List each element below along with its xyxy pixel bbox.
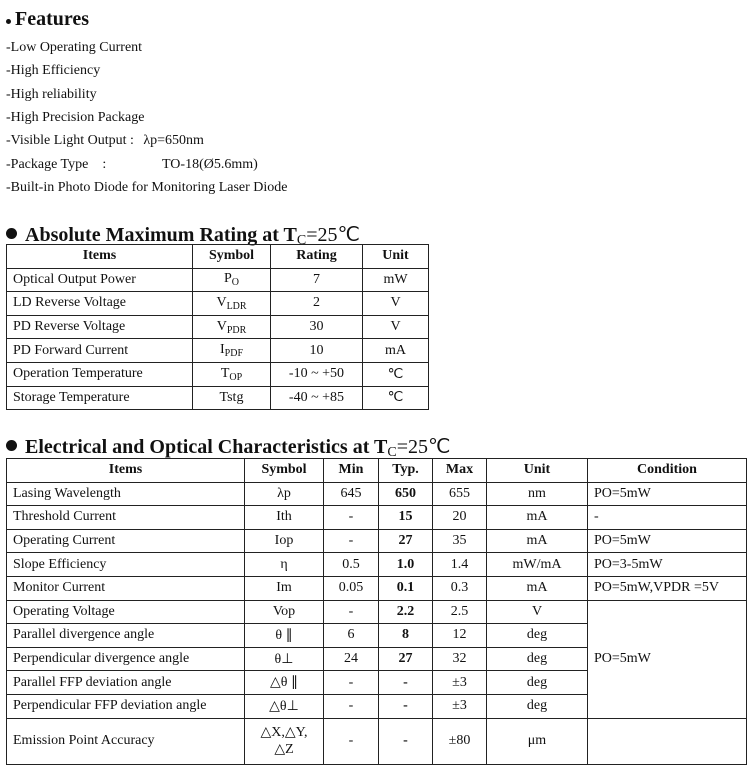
item-cell: Perpendicular divergence angle xyxy=(7,647,245,671)
min-cell: 6 xyxy=(324,624,379,648)
symbol-cell xyxy=(193,292,271,316)
unit-cell: mW/mA xyxy=(487,553,588,577)
item-cell: Lasing Wavelength xyxy=(7,482,245,506)
value: TO-18(Ø5.6mm) xyxy=(162,157,258,172)
condition-cell: - xyxy=(588,506,747,530)
unit-cell: deg xyxy=(487,647,588,671)
eoc-table xyxy=(6,458,747,765)
typ-cell: 27 xyxy=(379,529,433,553)
table-row xyxy=(7,292,429,316)
column-header: Unit xyxy=(487,459,588,483)
column-header: Min xyxy=(324,459,379,483)
symbol-text: θ⊥ xyxy=(274,651,294,667)
column-header: Symbol xyxy=(245,459,324,483)
min-cell: 0.5 xyxy=(324,553,379,577)
eoc-heading xyxy=(6,434,450,461)
symbol-text: T xyxy=(220,365,230,381)
amr-title-end: =25℃ xyxy=(306,224,360,246)
unit-cell: deg xyxy=(487,671,588,695)
column-header: Max xyxy=(433,459,487,483)
min-cell: - xyxy=(324,600,379,624)
value: λp=650nm xyxy=(143,133,204,148)
label: -Visible Light Output : xyxy=(6,133,134,148)
unit-cell: mA xyxy=(487,576,588,600)
min-cell: 645 xyxy=(324,482,379,506)
symbol-text: Tstg xyxy=(219,389,244,405)
max-cell: 655 xyxy=(433,482,487,506)
symbol-subscript: O xyxy=(231,277,240,289)
feature-item: -High Precision Package xyxy=(6,110,145,125)
unit-cell: mA xyxy=(363,339,429,363)
unit-cell: mA xyxy=(487,529,588,553)
condition-cell: PO=5mW xyxy=(588,529,747,553)
unit-cell: nm xyxy=(487,482,588,506)
symbol-text: η xyxy=(280,556,288,572)
symbol-cell xyxy=(245,624,324,648)
feature-item: -Built-in Photo Diode for Monitoring Laser Diode xyxy=(6,180,288,195)
table-row xyxy=(7,362,429,386)
item-cell: Operating Voltage xyxy=(7,600,245,624)
unit-cell: deg xyxy=(487,624,588,648)
eoc-title-sub: C xyxy=(387,445,397,460)
unit-cell: ℃ xyxy=(363,362,429,386)
column-header: Condition xyxy=(588,459,747,483)
features-heading xyxy=(6,8,89,31)
feature-item: -High Efficiency xyxy=(6,63,101,78)
symbol-cell xyxy=(193,362,271,386)
min-cell: 0.05 xyxy=(324,576,379,600)
table-row xyxy=(7,339,429,363)
max-cell: 32 xyxy=(433,647,487,671)
typ-cell: - xyxy=(379,718,433,764)
column-header: Symbol xyxy=(193,245,271,269)
symbol-cell xyxy=(245,506,324,530)
item-cell: Storage Temperature xyxy=(7,386,193,410)
symbol-text: △θ⊥ xyxy=(269,698,299,714)
symbol-text: I xyxy=(219,342,225,358)
symbol-cell xyxy=(245,576,324,600)
symbol-cell xyxy=(193,315,271,339)
item-cell: LD Reverse Voltage xyxy=(7,292,193,316)
condition-cell: PO=5mW xyxy=(588,482,747,506)
max-cell: 12 xyxy=(433,624,487,648)
symbol-cell xyxy=(193,339,271,363)
typ-cell: 27 xyxy=(379,647,433,671)
min-cell: - xyxy=(324,694,379,718)
rating-cell: 10 xyxy=(271,339,363,363)
min-cell: - xyxy=(324,718,379,764)
amr-table xyxy=(6,244,429,410)
unit-cell: mA xyxy=(487,506,588,530)
symbol-text: △θ ∥ xyxy=(270,675,298,691)
typ-cell: 2.2 xyxy=(379,600,433,624)
table-row xyxy=(7,529,747,553)
table-row xyxy=(7,718,747,764)
max-cell: 0.3 xyxy=(433,576,487,600)
rating-cell: 7 xyxy=(271,268,363,292)
unit-cell: ℃ xyxy=(363,386,429,410)
column-header: Items xyxy=(7,245,193,269)
features-title: Features xyxy=(15,8,90,30)
table-row xyxy=(7,386,429,410)
item-cell: Threshold Current xyxy=(7,506,245,530)
unit-cell: V xyxy=(363,292,429,316)
min-cell: - xyxy=(324,671,379,695)
table-row xyxy=(7,576,747,600)
max-cell: ±3 xyxy=(433,694,487,718)
symbol-text: V xyxy=(216,318,227,334)
symbol-cell xyxy=(245,694,324,718)
typ-cell: - xyxy=(379,671,433,695)
symbol-text: Ith xyxy=(276,509,292,525)
amr-title-sub: C xyxy=(296,233,307,248)
eoc-title: Electrical and Optical Characteristics at T xyxy=(25,436,388,458)
item-cell: Parallel divergence angle xyxy=(7,624,245,648)
table-row xyxy=(7,482,747,506)
feature-item: -High reliability xyxy=(6,87,97,102)
item-cell: Monitor Current xyxy=(7,576,245,600)
min-cell: 24 xyxy=(324,647,379,671)
symbol-cell xyxy=(245,647,324,671)
symbol-text: Iop xyxy=(274,533,294,549)
condition-cell xyxy=(588,718,747,764)
condition-cell: PO=5mW,VPDR =5V xyxy=(588,576,747,600)
max-cell: 20 xyxy=(433,506,487,530)
typ-cell: 8 xyxy=(379,624,433,648)
symbol-cell xyxy=(245,671,324,695)
column-header: Rating xyxy=(271,245,363,269)
symbol-subscript: PDR xyxy=(226,324,247,336)
max-cell: 35 xyxy=(433,529,487,553)
column-header: Unit xyxy=(363,245,429,269)
typ-cell: - xyxy=(379,694,433,718)
item-cell: Operation Temperature xyxy=(7,362,193,386)
symbol-text: Im xyxy=(276,580,292,596)
rating-cell: -10 ~ +50 xyxy=(271,362,363,386)
typ-cell: 15 xyxy=(379,506,433,530)
column-header: Typ. xyxy=(379,459,433,483)
symbol-cell xyxy=(245,718,324,764)
symbol-text: Vop xyxy=(272,603,296,619)
symbol-cell xyxy=(245,529,324,553)
max-cell: 1.4 xyxy=(433,553,487,577)
table-header xyxy=(7,245,429,269)
symbol-text: θ ∥ xyxy=(275,627,293,643)
unit-cell: V xyxy=(363,315,429,339)
min-cell: - xyxy=(324,506,379,530)
item-cell: Operating Current xyxy=(7,529,245,553)
max-cell: ±3 xyxy=(433,671,487,695)
label: -Package Type : xyxy=(6,157,107,172)
table-row xyxy=(7,553,747,577)
symbol-subscript: LDR xyxy=(226,300,247,312)
item-cell: PD Reverse Voltage xyxy=(7,315,193,339)
table-row xyxy=(7,506,747,530)
symbol-text: △X,△Y, xyxy=(260,725,308,741)
symbol-text: λp xyxy=(277,485,291,501)
rating-cell: 2 xyxy=(271,292,363,316)
typ-cell: 1.0 xyxy=(379,553,433,577)
item-cell: Optical Output Power xyxy=(7,268,193,292)
condition-cell: PO=5mW xyxy=(588,600,747,718)
symbol-cell xyxy=(245,553,324,577)
max-cell: ±80 xyxy=(433,718,487,764)
symbol-cell xyxy=(245,600,324,624)
column-header: Items xyxy=(7,459,245,483)
item-cell: Parallel FFP deviation angle xyxy=(7,671,245,695)
amr-title: Absolute Maximum Rating at T xyxy=(25,224,297,246)
feature-visible-light xyxy=(6,133,204,149)
rating-cell: -40 ~ +85 xyxy=(271,386,363,410)
table-header xyxy=(7,459,747,483)
rating-cell: 30 xyxy=(271,315,363,339)
item-cell: PD Forward Current xyxy=(7,339,193,363)
min-cell: - xyxy=(324,529,379,553)
feature-package xyxy=(6,157,258,173)
symbol-text: △Z xyxy=(274,742,294,758)
max-cell: 2.5 xyxy=(433,600,487,624)
table-row xyxy=(7,315,429,339)
symbol-subscript: OP xyxy=(229,371,243,383)
bullet-icon xyxy=(6,19,11,24)
symbol-subscript: PDF xyxy=(224,348,244,360)
item-cell: Slope Efficiency xyxy=(7,553,245,577)
item-cell: Perpendicular FFP deviation angle xyxy=(7,694,245,718)
bullet-icon xyxy=(6,440,17,451)
typ-cell: 0.1 xyxy=(379,576,433,600)
typ-cell: 650 xyxy=(379,482,433,506)
symbol-cell xyxy=(193,268,271,292)
feature-item: -Low Operating Current xyxy=(6,40,143,55)
condition-cell: PO=3-5mW xyxy=(588,553,747,577)
eoc-title-end: =25℃ xyxy=(396,436,451,458)
unit-cell: mW xyxy=(363,268,429,292)
unit-cell: deg xyxy=(487,694,588,718)
item-cell: Emission Point Accuracy xyxy=(7,718,245,764)
symbol-text: V xyxy=(216,294,227,310)
table-row xyxy=(7,268,429,292)
bullet-icon xyxy=(6,228,17,239)
symbol-cell xyxy=(245,482,324,506)
symbol-cell xyxy=(193,386,271,410)
unit-cell: μm xyxy=(487,718,588,764)
symbol-text: P xyxy=(223,271,232,287)
table-row xyxy=(7,600,747,624)
unit-cell: V xyxy=(487,600,588,624)
